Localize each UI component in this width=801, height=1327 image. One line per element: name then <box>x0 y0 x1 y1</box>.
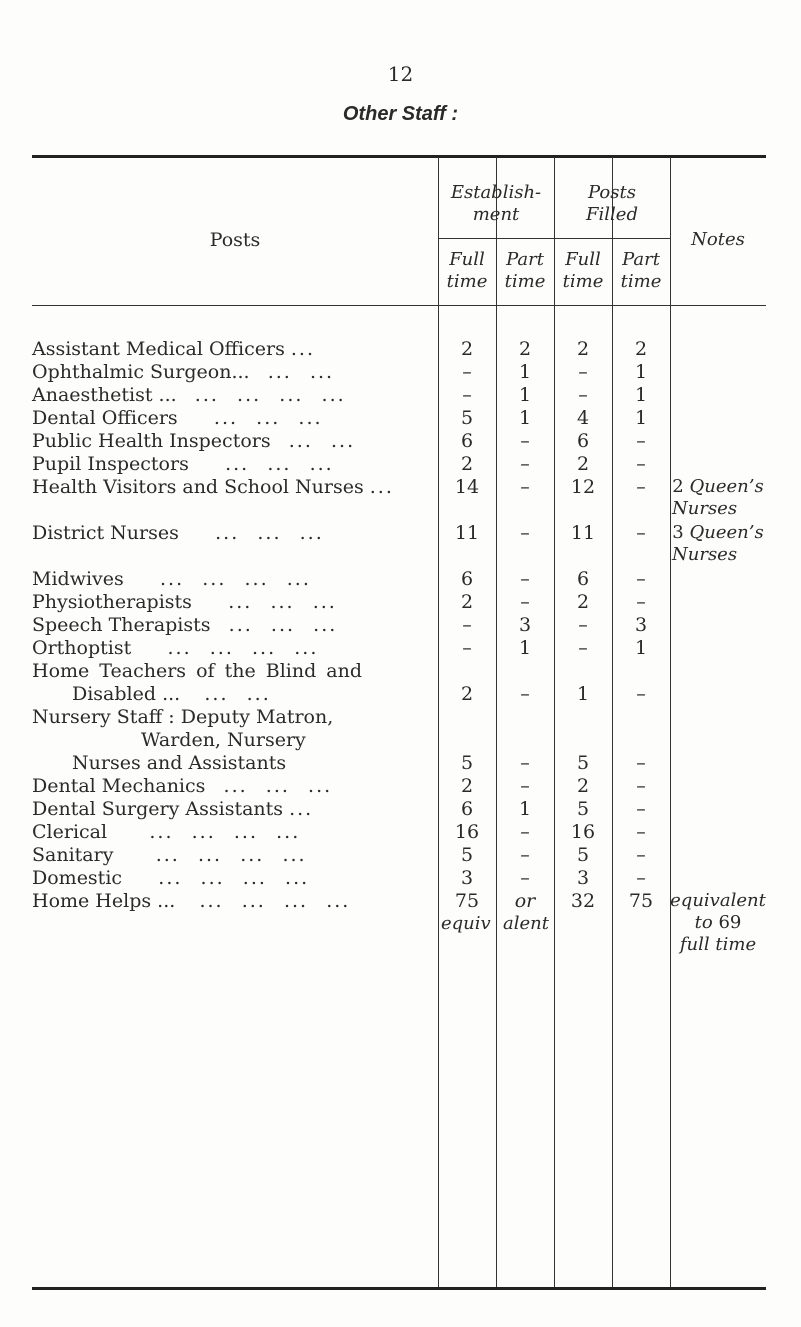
header-full-l1: Full <box>565 249 601 270</box>
table-row <box>32 798 766 820</box>
header-posts: Posts <box>209 229 261 251</box>
note-line-2: Nurses <box>672 498 738 519</box>
filled-full: – <box>578 614 588 636</box>
table-row <box>32 844 766 866</box>
header-filled-l2: Filled <box>586 204 638 225</box>
filled-full: 5 <box>576 844 590 866</box>
note <box>670 522 766 566</box>
est-full: 75 <box>454 890 480 912</box>
post-name: Assistant Medical Officers ... <box>32 338 315 360</box>
est-part: – <box>520 867 530 889</box>
filled-part: 3 <box>634 614 648 636</box>
table-row <box>32 706 766 775</box>
post-name: Midwives ... ... ... ... <box>32 568 311 590</box>
est-part: – <box>520 683 530 705</box>
table-row <box>32 522 766 565</box>
est-full: 16 <box>454 821 480 843</box>
note-line-1: 2 Queen’s <box>672 476 764 497</box>
filled-part: – <box>636 798 646 820</box>
filled-full: 6 <box>576 568 590 590</box>
post-name: Orthoptist ... ... ... ... <box>32 637 319 659</box>
est-full: 6 <box>460 568 474 590</box>
equivalent-note-part-b: alent <box>503 913 549 934</box>
filled-part: – <box>636 867 646 889</box>
header-part-l2: time <box>504 271 546 292</box>
header-est-part-time <box>496 249 554 293</box>
filled-full: 5 <box>576 752 590 774</box>
table-row <box>32 430 766 452</box>
post-name-continued: Nurses and Assistants <box>72 752 287 774</box>
est-full: 5 <box>460 844 474 866</box>
note-line-2: Nurses <box>672 544 738 565</box>
header-part-l1: Part <box>506 249 544 270</box>
filled-full: 2 <box>576 591 590 613</box>
est-part: 1 <box>518 361 532 383</box>
post-name: Ophthalmic Surgeon... ... ... <box>32 361 335 383</box>
filled-part: – <box>636 453 646 475</box>
filled-part: – <box>636 476 646 498</box>
note-line-1: equivalent <box>670 890 766 911</box>
est-part: – <box>520 568 530 590</box>
est-full: 11 <box>454 522 480 544</box>
header-establishment-l1: Establish- <box>450 182 542 203</box>
filled-part: – <box>636 522 646 544</box>
header-bottom-rule <box>32 305 766 306</box>
post-name: Domestic ... ... ... ... <box>32 867 310 889</box>
est-part: – <box>520 522 530 544</box>
header-filled-full-time <box>554 249 612 293</box>
post-name: Home Teachers of the Blind and <box>32 660 363 682</box>
header-part-l2: time <box>620 271 662 292</box>
page-title: Other Staff : <box>342 103 459 125</box>
header-notes: Notes <box>691 229 745 250</box>
filled-part: 1 <box>634 361 648 383</box>
post-name: Speech Therapists ... ... ... <box>32 614 338 636</box>
post-name-continued: Disabled ... ... ... <box>72 683 271 705</box>
post-name: Public Health Inspectors ... ... <box>32 430 356 452</box>
table-row <box>32 384 766 406</box>
filled-part: – <box>636 591 646 613</box>
filled-part: 1 <box>634 384 648 406</box>
header-full-l1: Full <box>449 249 485 270</box>
post-name: Dental Surgery Assistants ... <box>32 798 314 820</box>
est-part: 1 <box>518 798 532 820</box>
filled-full: 2 <box>576 338 590 360</box>
header-part-l1: Part <box>622 249 660 270</box>
filled-full: 5 <box>576 798 590 820</box>
table-row <box>32 867 766 889</box>
filled-part: 1 <box>634 637 648 659</box>
est-part: – <box>520 775 530 797</box>
filled-full: 32 <box>570 890 596 912</box>
filled-full: 3 <box>576 867 590 889</box>
post-name: Sanitary ... ... ... ... <box>32 844 307 866</box>
post-name: Dental Mechanics ... ... ... <box>32 775 333 797</box>
header-establishment-l2: ment <box>472 204 520 225</box>
header-filled-part-time <box>612 249 670 293</box>
post-name: Nursery Staff : Deputy Matron, <box>32 706 334 728</box>
header-filled-l1: Posts <box>588 182 636 203</box>
post-name: Home Helps ... ... ... ... ... <box>32 890 351 912</box>
filled-part: 2 <box>634 338 648 360</box>
filled-full: 6 <box>576 430 590 452</box>
filled-part: – <box>636 821 646 843</box>
filled-full: – <box>578 361 588 383</box>
filled-full: 16 <box>570 821 596 843</box>
table-top-rule <box>32 155 766 158</box>
est-part: – <box>520 821 530 843</box>
table-row <box>32 568 766 590</box>
filled-full: – <box>578 637 588 659</box>
post-name: Clerical ... ... ... ... <box>32 821 301 843</box>
note <box>670 476 766 520</box>
table-row <box>32 361 766 383</box>
filled-part: 1 <box>634 407 648 429</box>
filled-full: 2 <box>576 775 590 797</box>
note-line-3: full time <box>679 934 757 955</box>
header-full-l2: time <box>562 271 604 292</box>
header-est-full-time <box>438 249 496 293</box>
est-part: – <box>520 591 530 613</box>
header-subrule <box>438 238 670 239</box>
est-full: 2 <box>460 338 474 360</box>
est-part: – <box>520 844 530 866</box>
note-line-1: 3 Queen’s <box>672 522 764 543</box>
est-full: 5 <box>460 407 474 429</box>
est-full: – <box>462 384 472 406</box>
filled-full: 4 <box>576 407 590 429</box>
header-posts-filled <box>554 182 670 226</box>
filled-part: – <box>636 683 646 705</box>
est-full: – <box>462 637 472 659</box>
filled-part: 75 <box>628 890 654 912</box>
filled-full: 2 <box>576 453 590 475</box>
post-name: Health Visitors and School Nurses ... <box>32 476 394 498</box>
post-name: District Nurses ... ... ... <box>32 522 324 544</box>
page-number: 12 <box>387 62 414 86</box>
est-part: – <box>520 476 530 498</box>
equivalent-note-part-a: equiv <box>441 913 491 934</box>
post-name: Physiotherapists ... ... ... <box>32 591 337 613</box>
filled-full: – <box>578 384 588 406</box>
filled-part: – <box>636 752 646 774</box>
table-row <box>32 614 766 636</box>
table-row <box>32 660 766 706</box>
est-part: 3 <box>518 614 532 636</box>
est-full: 6 <box>460 798 474 820</box>
est-part: – <box>520 453 530 475</box>
filled-full: 1 <box>576 683 590 705</box>
post-name: Pupil Inspectors ... ... ... <box>32 453 334 475</box>
est-part: – <box>520 752 530 774</box>
est-full: 14 <box>454 476 480 498</box>
est-part: – <box>520 430 530 452</box>
header-establishment <box>438 182 554 226</box>
table-row <box>32 637 766 659</box>
filled-full: 12 <box>570 476 596 498</box>
est-part: 1 <box>518 407 532 429</box>
est-full: 2 <box>460 591 474 613</box>
header-full-l2: time <box>446 271 488 292</box>
table-row <box>32 407 766 429</box>
table-row <box>32 890 766 959</box>
est-full: 6 <box>460 430 474 452</box>
filled-part: – <box>636 775 646 797</box>
est-part: or <box>514 890 536 912</box>
table-row <box>32 591 766 613</box>
est-part: 1 <box>518 637 532 659</box>
est-full: 5 <box>460 752 474 774</box>
note <box>670 890 766 956</box>
table-bottom-rule <box>32 1287 766 1290</box>
est-full: 3 <box>460 867 474 889</box>
post-name-continued: Warden, Nursery <box>141 729 306 751</box>
est-full: – <box>462 614 472 636</box>
post-name: Anaesthetist ... ... ... ... ... <box>32 384 346 406</box>
est-part: 1 <box>518 384 532 406</box>
table-row <box>32 775 766 797</box>
est-full: 2 <box>460 453 474 475</box>
est-full: 2 <box>460 683 474 705</box>
table-row <box>32 338 766 360</box>
table-row <box>32 476 766 519</box>
post-name: Dental Officers ... ... ... <box>32 407 323 429</box>
filled-part: – <box>636 568 646 590</box>
est-full: – <box>462 361 472 383</box>
table-row <box>32 453 766 475</box>
filled-part: – <box>636 844 646 866</box>
note-line-2: to 69 <box>694 912 742 933</box>
table-row <box>32 821 766 843</box>
filled-part: – <box>636 430 646 452</box>
est-part: 2 <box>518 338 532 360</box>
filled-full: 11 <box>570 522 596 544</box>
est-full: 2 <box>460 775 474 797</box>
